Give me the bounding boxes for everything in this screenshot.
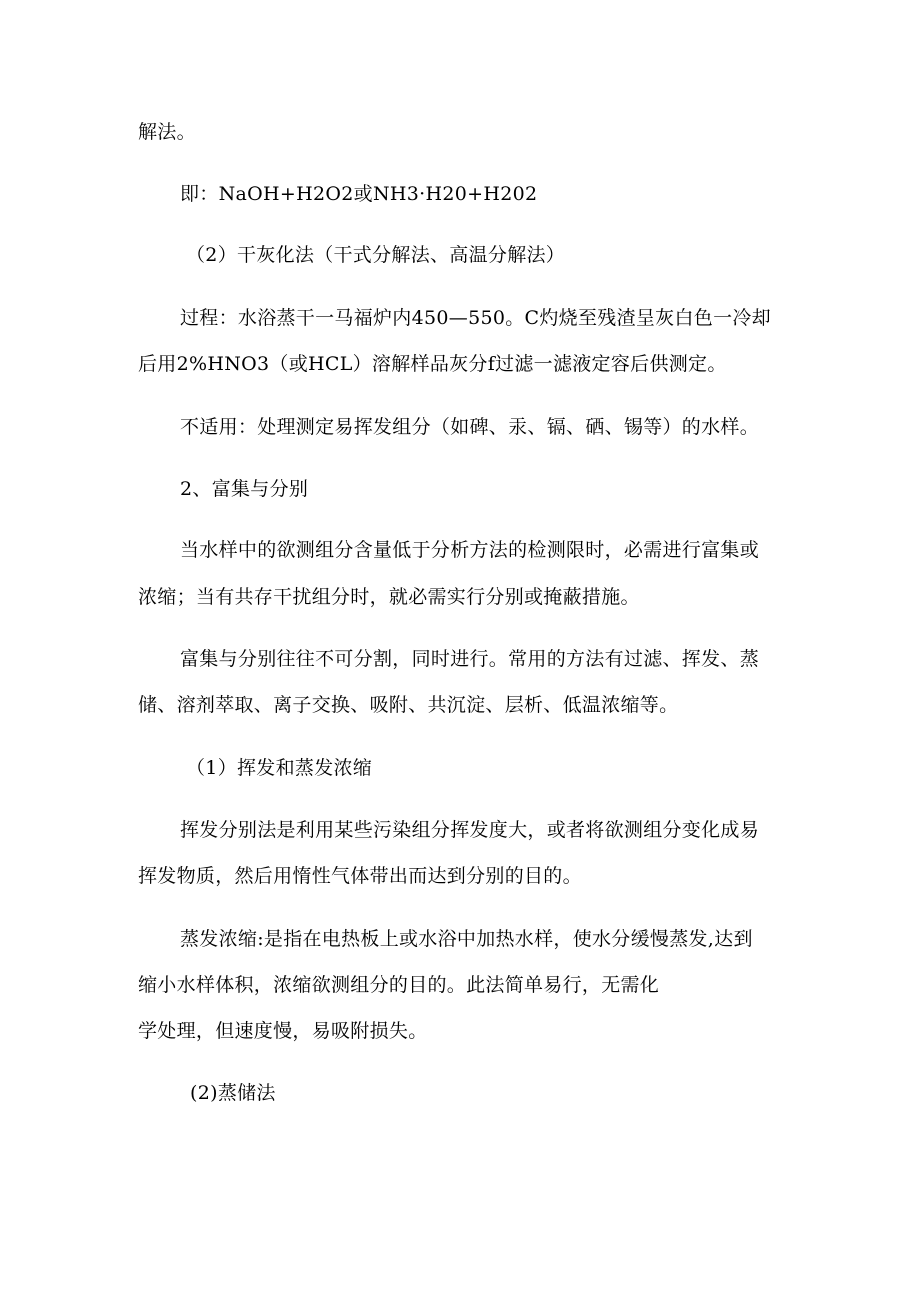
text-line-14: 挥发物质，然后用惰性气体带出而达到分别的目的。 xyxy=(138,865,582,887)
text-line-6: 不适用：处理测定易挥发组分（如碑、汞、镉、硒、锡等）的水样。 xyxy=(180,416,760,438)
text-line-4: 过程：水浴蒸干一马福炉内450—550。C灼烧至残渣呈灰白色一冷却 xyxy=(180,307,771,329)
text-line-12-heading: （1）挥发和蒸发浓缩 xyxy=(186,757,373,779)
text-line-8: 当水样中的欲测组分含量低于分析方法的检测限时，必需进行富集或 xyxy=(180,539,760,561)
text-line-3-heading: （2）干灰化法（干式分解法、高温分解法） xyxy=(186,244,566,266)
text-line-2: 即：NaOH+H2O2或NH3·H20+H202 xyxy=(180,183,538,205)
text-line-1: 解法。 xyxy=(138,121,196,143)
text-line-11: 储、溶剂萃取、离子交换、吸附、共沉淀、层析、低温浓缩等。 xyxy=(138,694,679,716)
text-line-17: 学处理，但速度慢，易吸附损失。 xyxy=(138,1020,428,1042)
text-line-10: 富集与分别往往不可分割，同时进行。常用的方法有过滤、挥发、蒸 xyxy=(180,648,760,670)
text-line-7-section: 2、富集与分别 xyxy=(180,478,309,500)
text-line-13: 挥发分别法是利用某些污染组分挥发度大，或者将欲测组分变化成易 xyxy=(180,819,760,841)
text-line-16: 缩小水样体积，浓缩欲测组分的目的。此法简单易行，无需化 xyxy=(138,974,660,996)
text-line-9: 浓缩；当有共存干扰组分时，就必需实行分别或掩蔽措施。 xyxy=(138,586,640,608)
text-line-5: 后用2%HNO3（或HCL）溶解样品灰分f过滤一滤液定容后供测定。 xyxy=(138,353,727,375)
text-line-15: 蒸发浓缩:是指在电热板上或水浴中加热水样，使水分缓慢蒸发,达到 xyxy=(180,928,753,950)
text-line-18-heading: (2)蒸储法 xyxy=(190,1082,276,1104)
